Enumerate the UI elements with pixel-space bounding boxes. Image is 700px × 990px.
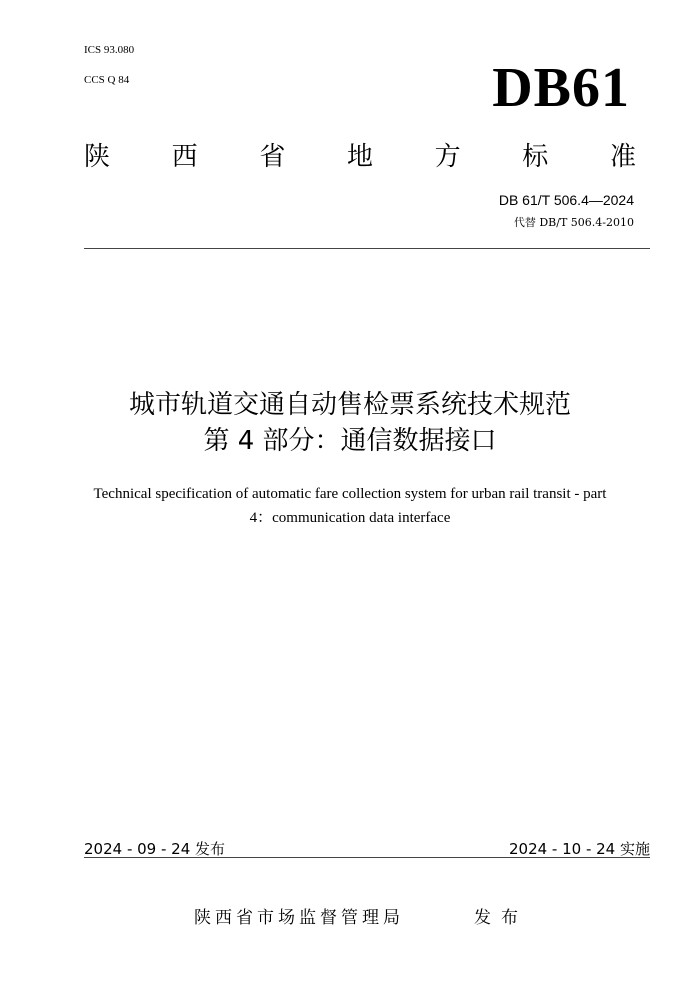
issue-date: 2024 - 09 - 24 发布	[84, 840, 226, 858]
title-en-line1: Technical specification of automatic fare collection system for urban rail transit - part	[93, 486, 607, 502]
standard-type-char: 标	[522, 142, 549, 172]
standard-type	[84, 136, 636, 173]
replaces-note: 代替 DB/T 506.4-2010	[513, 216, 634, 229]
implement-date: 2024 - 10 - 24 实施	[508, 840, 650, 858]
standard-type-char: 陕	[84, 142, 111, 172]
standard-type-char: 西	[171, 142, 198, 172]
title-zh-line2: 第 4 部分：通信数据接口	[203, 426, 497, 456]
ics-code: ICS 93.080	[84, 44, 135, 56]
bottom-divider	[84, 857, 650, 858]
title-zh-line1: 城市轨道交通自动售检票系统技术规范	[128, 390, 571, 420]
standard-type-char: 准	[609, 142, 636, 172]
issuer-name: 陕西省市场监督管理局	[194, 908, 404, 928]
db-logo: DB61	[492, 57, 630, 119]
title-en	[40, 482, 660, 530]
standard-type-char: 方	[434, 142, 461, 172]
top-divider	[84, 248, 650, 249]
standard-type-char: 地	[346, 142, 373, 172]
ccs-code: CCS Q 84	[84, 74, 130, 86]
issuer-action: 发布	[474, 908, 528, 928]
standard-number: DB 61/T 506.4—2024	[498, 192, 634, 208]
standard-type-char: 省	[259, 142, 286, 172]
title-en-line2: 4：communication data interface	[249, 510, 451, 526]
